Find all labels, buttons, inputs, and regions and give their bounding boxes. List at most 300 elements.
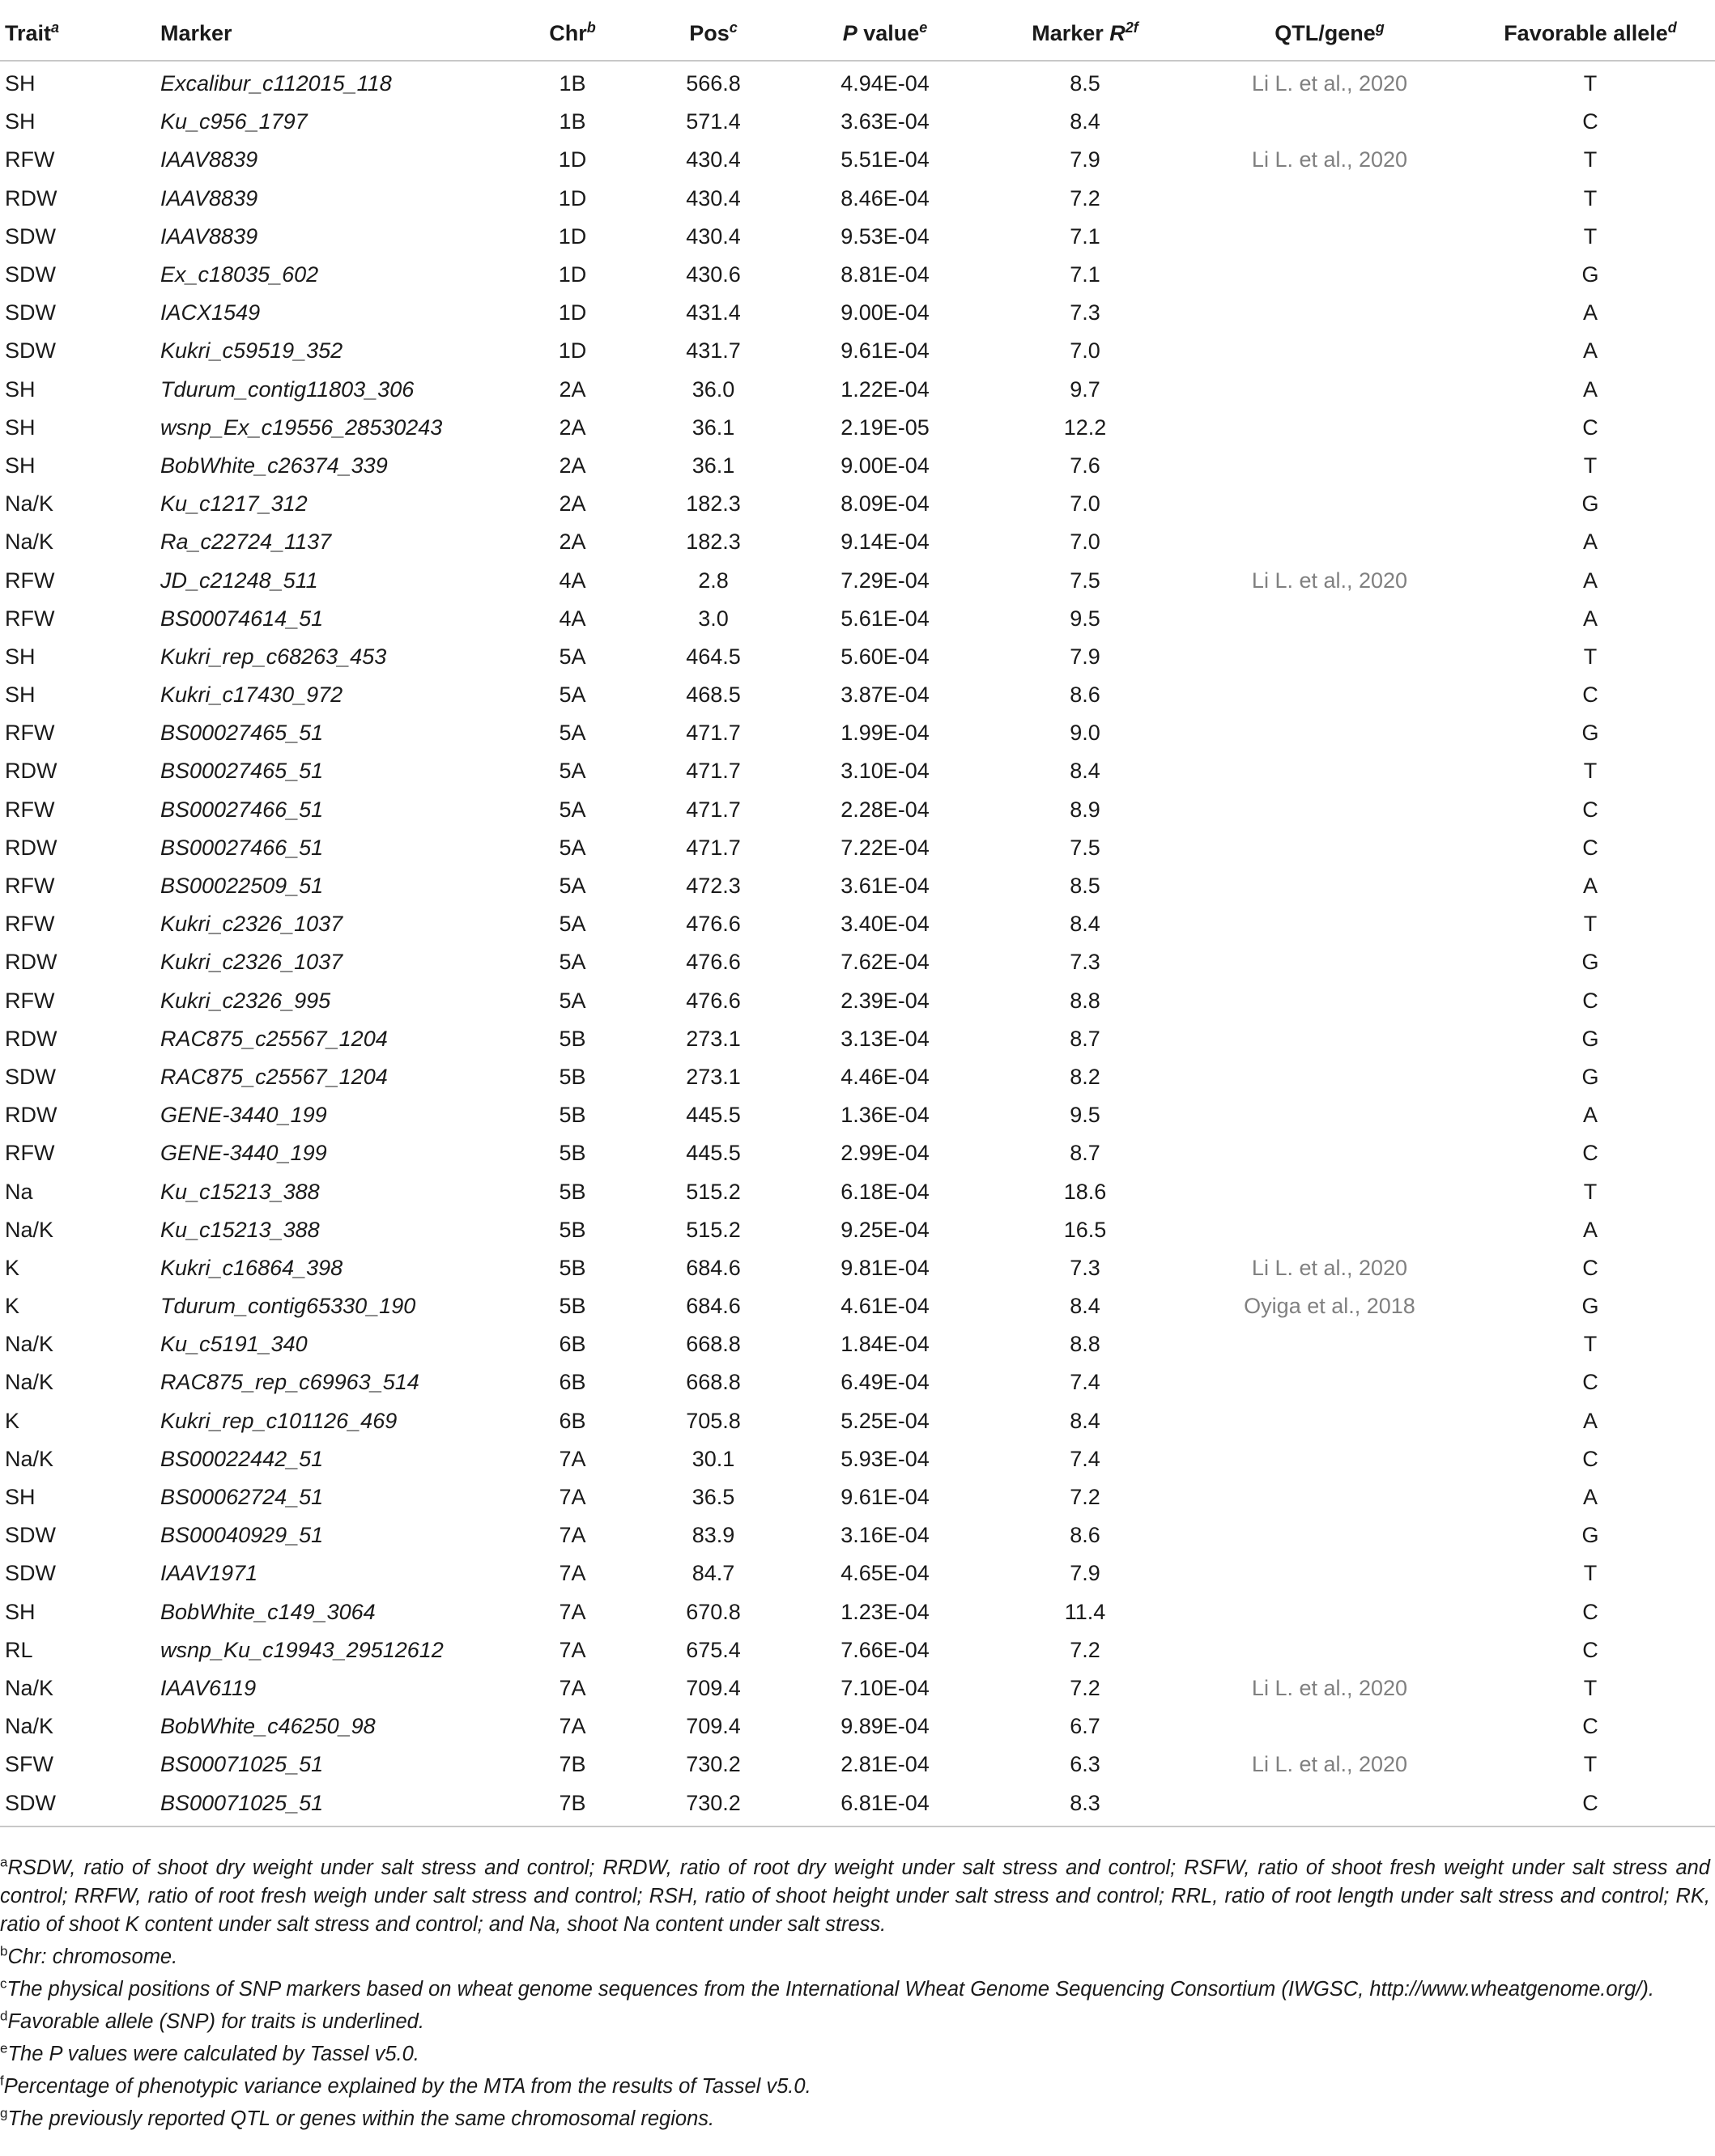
cell-qtl-gene	[1194, 1554, 1466, 1593]
cell-pos: 709.4	[686, 1675, 741, 1700]
cell-qtl-gene	[1194, 867, 1466, 905]
cell-marker-r2: 7.2	[1070, 1637, 1100, 1662]
cell-qtl-gene	[1194, 1593, 1466, 1631]
table-row	[0, 752, 1715, 790]
cell-marker-r2: 7.9	[1070, 147, 1100, 172]
table-row	[0, 1211, 1715, 1249]
table-row	[0, 485, 1715, 523]
cell-pos: 471.7	[686, 797, 741, 822]
cell-pos: 471.7	[686, 835, 741, 860]
cell-marker: Kukri_c16864_398	[160, 1255, 343, 1280]
cell-trait: SH	[5, 71, 36, 96]
cell-marker-r2: 9.7	[1070, 376, 1100, 402]
cell-qtl-gene	[1194, 1363, 1466, 1401]
cell-pos: 36.0	[692, 376, 735, 402]
footnote	[0, 2008, 1710, 2036]
cell-pos: 36.5	[692, 1485, 735, 1510]
table-row	[0, 1363, 1715, 1401]
cell-marker: BS00027466_51	[160, 797, 324, 822]
cell-chr: 5A	[559, 874, 586, 899]
cell-marker: Tdurum_contig11803_306	[160, 376, 415, 402]
cell-marker-r2: 8.6	[1070, 683, 1100, 708]
cell-trait: K	[5, 1408, 20, 1433]
header-chr: Chr$^b$	[512, 6, 633, 61]
cell-marker: Kukri_rep_c68263_453	[160, 644, 387, 669]
cell-trait: RDW	[5, 185, 57, 210]
footnote-marker: g	[0, 2105, 8, 2121]
cell-trait: SDW	[5, 1064, 56, 1089]
cell-marker: RAC875_c25567_1204	[160, 1064, 388, 1089]
table-row	[0, 905, 1715, 943]
cell-qtl-gene	[1194, 905, 1466, 943]
cell-favorable-allele: C	[1582, 1141, 1598, 1166]
cell-trait: RFW	[5, 568, 55, 593]
cell-p-value: 4.94E-04	[840, 71, 930, 96]
cell-pos: 182.3	[686, 529, 741, 555]
cell-p-value: 3.16E-04	[840, 1523, 930, 1548]
footnote-marker: d	[0, 2008, 8, 2024]
cell-p-value: 4.46E-04	[840, 1064, 930, 1089]
cell-pos: 571.4	[686, 109, 741, 134]
cell-pos: 668.8	[686, 1332, 741, 1357]
cell-qtl-gene	[1194, 943, 1466, 981]
cell-p-value: 7.22E-04	[840, 835, 930, 860]
cell-chr: 1D	[558, 338, 587, 364]
cell-chr: 5A	[559, 912, 586, 937]
cell-p-value: 9.00E-04	[840, 300, 930, 325]
footnote	[0, 2040, 1710, 2069]
cell-chr: 1D	[558, 262, 587, 287]
cell-trait: Na/K	[5, 1675, 54, 1700]
cell-chr: 5A	[559, 644, 586, 669]
cell-qtl-gene	[1194, 1707, 1466, 1746]
table-row	[0, 1516, 1715, 1554]
cell-marker-r2: 7.5	[1070, 835, 1100, 860]
cell-qtl-gene	[1194, 409, 1466, 447]
cell-marker: RAC875_rep_c69963_514	[160, 1370, 419, 1395]
cell-marker-r2: 8.4	[1070, 1408, 1100, 1433]
cell-marker: IACX1549	[160, 300, 261, 325]
cell-chr: 5B	[559, 1064, 586, 1089]
table-row	[0, 1249, 1715, 1287]
cell-qtl-gene	[1194, 1058, 1466, 1096]
cell-p-value: 9.00E-04	[840, 453, 930, 478]
cell-trait: Na/K	[5, 1370, 54, 1395]
cell-trait: RFW	[5, 874, 55, 899]
header-row	[0, 6, 1715, 61]
cell-p-value: 3.63E-04	[840, 109, 930, 134]
cell-favorable-allele: T	[1583, 1675, 1598, 1700]
table-row	[0, 1707, 1715, 1746]
cell-p-value: 7.29E-04	[840, 568, 930, 593]
cell-marker-r2: 7.0	[1070, 529, 1100, 555]
cell-chr: 5B	[559, 1103, 586, 1128]
cell-marker: GENE-3440_199	[160, 1141, 327, 1166]
cell-marker-r2: 8.4	[1070, 912, 1100, 937]
cell-favorable-allele: G	[1581, 1026, 1599, 1051]
cell-p-value: 2.39E-04	[840, 988, 930, 1013]
cell-chr: 2A	[559, 376, 586, 402]
cell-marker-r2: 7.4	[1070, 1370, 1100, 1395]
cell-marker: Ku_c956_1797	[160, 109, 308, 134]
header-marker: Marker	[155, 6, 512, 61]
cell-marker-r2: 7.2	[1070, 1485, 1100, 1510]
cell-chr: 5B	[559, 1217, 586, 1242]
header-qtl-gene: QTL/gene$^g$	[1194, 6, 1466, 61]
cell-pos: 670.8	[686, 1599, 741, 1624]
table-row	[0, 218, 1715, 256]
table-row	[0, 141, 1715, 179]
cell-pos: 709.4	[686, 1714, 741, 1739]
table-row	[0, 1746, 1715, 1784]
cell-chr: 7A	[559, 1485, 586, 1510]
cell-favorable-allele: G	[1581, 1064, 1599, 1089]
cell-qtl-gene	[1194, 1516, 1466, 1554]
cell-trait: SH	[5, 109, 36, 134]
cell-p-value: 3.10E-04	[840, 759, 930, 784]
cell-p-value: 6.81E-04	[794, 1784, 977, 1826]
cell-chr: 5B	[559, 1026, 586, 1051]
cell-marker-r2: 8.5	[1070, 71, 1100, 96]
cell-marker: wsnp_Ku_c19943_29512612	[160, 1637, 444, 1662]
footnote	[0, 2105, 1710, 2133]
cell-favorable-allele: T	[1583, 185, 1598, 210]
cell-marker: JD_c21248_511	[160, 568, 318, 593]
cell-p-value: 9.89E-04	[840, 1714, 930, 1739]
footnote-text: Percentage of phenotypic variance explained by the MTA from the results of Tassel v5.0.	[3, 2075, 811, 2098]
cell-qtl-gene	[1194, 1440, 1466, 1478]
table-row	[0, 103, 1715, 141]
cell-qtl-gene	[1194, 1784, 1466, 1826]
cell-pos: 36.1	[692, 453, 735, 478]
cell-p-value: 3.40E-04	[840, 912, 930, 937]
cell-trait: Na/K	[5, 1332, 54, 1357]
cell-pos: 2.8	[698, 568, 729, 593]
footnote-text: The P values were calculated by Tassel v5.0.	[7, 2043, 419, 2065]
cell-p-value: 5.25E-04	[840, 1408, 930, 1433]
cell-marker: BS00027466_51	[160, 835, 324, 860]
cell-favorable-allele: A	[1582, 1217, 1598, 1242]
cell-chr: 5A	[559, 759, 586, 784]
cell-qtl-gene	[1194, 1211, 1466, 1249]
cell-trait: SH	[5, 376, 36, 402]
footnotes	[0, 1854, 1710, 2137]
cell-marker: BobWhite_c46250_98	[160, 1714, 376, 1739]
cell-p-value: 2.19E-05	[840, 415, 930, 440]
table-row	[0, 1478, 1715, 1516]
cell-marker-r2: 8.2	[1070, 1064, 1100, 1089]
table-row	[0, 1440, 1715, 1478]
cell-trait: RDW	[5, 1026, 57, 1051]
cell-chr: 4A	[559, 568, 586, 593]
cell-chr: 5A	[559, 721, 586, 746]
footnote-text: The previously reported QTL or genes within the same chromosomal regions.	[7, 2107, 715, 2130]
cell-p-value: 8.09E-04	[840, 491, 930, 517]
cell-marker: Excalibur_c112015_118	[160, 71, 392, 96]
cell-marker: IAAV8839	[160, 147, 258, 172]
cell-favorable-allele: A	[1582, 529, 1598, 555]
cell-marker-r2: 7.9	[1070, 644, 1100, 669]
cell-chr: 6B	[559, 1370, 586, 1395]
cell-marker-r2: 8.7	[1070, 1141, 1100, 1166]
cell-favorable-allele: A	[1582, 300, 1598, 325]
cell-marker-r2: 11.4	[1064, 1599, 1106, 1624]
cell-pos: 84.7	[692, 1561, 735, 1586]
cell-marker-r2: 8.4	[1070, 109, 1100, 134]
cell-marker: BS00071025_51	[155, 1784, 512, 1826]
table-row	[0, 61, 1715, 103]
table-row	[0, 1287, 1715, 1325]
cell-p-value: 5.93E-04	[840, 1446, 930, 1471]
cell-marker-r2: 8.8	[1070, 1332, 1100, 1357]
results-table	[0, 6, 1715, 1827]
header-pos: Pos$^c$	[633, 6, 794, 61]
cell-marker-r2: 9.5	[1070, 1103, 1100, 1128]
cell-trait: SDW	[5, 262, 56, 287]
cell-favorable-allele: C	[1582, 1714, 1598, 1739]
cell-favorable-allele: T	[1583, 1179, 1598, 1204]
cell-favorable-allele: T	[1583, 1332, 1598, 1357]
cell-qtl-gene	[1194, 829, 1466, 867]
cell-pos: 430.4	[686, 147, 741, 172]
cell-qtl-gene	[1194, 180, 1466, 218]
cell-marker-r2: 16.5	[1063, 1217, 1107, 1242]
cell-marker-r2: 8.8	[1070, 988, 1100, 1013]
cell-pos: 471.7	[686, 759, 741, 784]
table-row	[0, 1325, 1715, 1363]
table-row	[0, 829, 1715, 867]
header-favorable-allele: Favorable allele$^d$	[1466, 6, 1715, 61]
cell-qtl-gene	[1194, 294, 1466, 332]
cell-favorable-allele: G	[1581, 1294, 1599, 1319]
cell-pos: 273.1	[686, 1026, 741, 1051]
cell-pos: 730.2	[686, 1752, 741, 1777]
cell-marker-r2: 8.4	[1070, 759, 1100, 784]
cell-pos: 182.3	[686, 491, 741, 517]
cell-trait: RFW	[5, 721, 55, 746]
cell-pos: 430.4	[686, 185, 741, 210]
cell-favorable-allele: G	[1581, 950, 1599, 975]
cell-marker-r2: 7.2	[1070, 1675, 1100, 1700]
cell-qtl-gene: Li L. et al., 2020	[1251, 71, 1408, 96]
cell-pos: 684.6	[686, 1294, 741, 1319]
cell-chr: 5A	[559, 950, 586, 975]
cell-p-value: 5.51E-04	[840, 147, 930, 172]
cell-trait: RFW	[5, 988, 55, 1013]
cell-chr: 2A	[559, 529, 586, 555]
cell-chr: 5A	[559, 835, 586, 860]
cell-marker: Kukri_c2326_1037	[160, 950, 343, 975]
cell-trait: SH	[5, 683, 36, 708]
cell-favorable-allele: C	[1582, 797, 1598, 822]
cell-marker-r2: 9.0	[1070, 721, 1100, 746]
table-row	[0, 1172, 1715, 1210]
cell-favorable-allele: T	[1583, 453, 1598, 478]
cell-pos: 430.6	[686, 262, 741, 287]
cell-qtl-gene	[1194, 1325, 1466, 1363]
cell-pos: 464.5	[686, 644, 741, 669]
table-row	[0, 1631, 1715, 1669]
cell-chr: 1D	[558, 300, 587, 325]
cell-p-value: 9.61E-04	[840, 338, 930, 364]
cell-qtl-gene	[1194, 332, 1466, 370]
table-row	[0, 294, 1715, 332]
cell-chr: 1D	[558, 223, 587, 249]
cell-marker-r2: 8.9	[1070, 797, 1100, 822]
table-row	[0, 676, 1715, 714]
table-row	[0, 638, 1715, 676]
cell-pos: 730.2	[633, 1784, 794, 1826]
cell-pos: 36.1	[692, 415, 735, 440]
cell-p-value: 7.62E-04	[840, 950, 930, 975]
cell-marker: wsnp_Ex_c19556_28530243	[160, 415, 443, 440]
cell-p-value: 9.14E-04	[840, 529, 930, 555]
cell-chr: 2A	[559, 491, 586, 517]
cell-trait: Na/K	[5, 1714, 54, 1739]
cell-trait: SDW	[5, 338, 56, 364]
cell-favorable-allele: T	[1583, 147, 1598, 172]
cell-marker: Ku_c15213_388	[160, 1179, 320, 1204]
cell-trait: SDW	[5, 300, 56, 325]
footnote-marker: e	[0, 2040, 8, 2056]
cell-trait: RFW	[5, 606, 55, 631]
cell-qtl-gene	[1194, 676, 1466, 714]
table-row	[0, 409, 1715, 447]
cell-chr: 1D	[558, 147, 587, 172]
cell-p-value: 6.18E-04	[840, 1179, 930, 1204]
cell-pos: 476.6	[686, 988, 741, 1013]
footnote	[0, 2073, 1710, 2101]
cell-pos: 515.2	[686, 1217, 741, 1242]
cell-marker: BS00022442_51	[160, 1446, 324, 1471]
cell-marker-r2: 8.4	[1070, 1294, 1100, 1319]
cell-marker-r2: 8.5	[1070, 874, 1100, 899]
cell-chr: 7A	[559, 1523, 586, 1548]
cell-marker-r2: 7.1	[1070, 223, 1100, 249]
cell-chr: 5A	[559, 797, 586, 822]
cell-marker: GENE-3440_199	[160, 1103, 327, 1128]
cell-marker: BS00027465_51	[160, 721, 324, 746]
cell-p-value: 8.46E-04	[840, 185, 930, 210]
cell-marker: Kukri_rep_c101126_469	[160, 1408, 398, 1433]
cell-marker: Ku_c15213_388	[160, 1217, 320, 1242]
header-pvalue: P value$^e$	[794, 6, 977, 61]
footnote-text: Favorable allele (SNP) for traits is underlined.	[7, 2010, 424, 2033]
cell-marker: BS00040929_51	[160, 1523, 324, 1548]
cell-marker-r2: 8.3	[977, 1784, 1194, 1826]
cell-p-value: 1.84E-04	[840, 1332, 930, 1357]
footnote	[0, 1943, 1710, 1971]
table-row	[0, 982, 1715, 1020]
table-row	[0, 561, 1715, 599]
cell-trait: SH	[5, 1599, 36, 1624]
cell-trait: RDW	[5, 1103, 57, 1128]
cell-favorable-allele: C	[1582, 683, 1598, 708]
cell-marker: IAAV1971	[160, 1561, 258, 1586]
cell-marker: BobWhite_c26374_339	[160, 453, 388, 478]
cell-p-value: 1.36E-04	[840, 1103, 930, 1128]
cell-chr: 5B	[559, 1255, 586, 1280]
table-row	[0, 523, 1715, 561]
cell-favorable-allele: C	[1582, 1599, 1598, 1624]
cell-marker: Kukri_c2326_1037	[160, 912, 343, 937]
cell-favorable-allele: G	[1581, 1523, 1599, 1548]
cell-favorable-allele: T	[1583, 1752, 1598, 1777]
cell-favorable-allele: C	[1582, 415, 1598, 440]
cell-chr: 5A	[559, 988, 586, 1013]
table-row	[0, 1020, 1715, 1058]
cell-qtl-gene	[1194, 1478, 1466, 1516]
cell-chr: 7A	[559, 1599, 586, 1624]
cell-marker: BS00062724_51	[160, 1485, 324, 1510]
footnote	[0, 1975, 1710, 2004]
cell-favorable-allele: G	[1581, 262, 1599, 287]
cell-pos: 515.2	[686, 1179, 741, 1204]
cell-pos: 445.5	[686, 1103, 741, 1128]
table-row	[0, 1784, 1715, 1826]
cell-trait: Na/K	[5, 491, 54, 517]
footnote-text: Chr: chromosome.	[7, 1946, 178, 1968]
cell-marker-r2: 7.5	[1070, 568, 1100, 593]
cell-p-value: 9.61E-04	[840, 1485, 930, 1510]
cell-p-value: 9.81E-04	[840, 1255, 930, 1280]
cell-trait: SH	[5, 415, 36, 440]
cell-marker: Ex_c18035_602	[160, 262, 319, 287]
cell-marker: BS00071025_51	[160, 1752, 324, 1777]
cell-pos: 476.6	[686, 912, 741, 937]
cell-marker-r2: 7.4	[1070, 1446, 1100, 1471]
cell-favorable-allele: T	[1583, 912, 1598, 937]
table-row	[0, 714, 1715, 752]
cell-favorable-allele: A	[1582, 1408, 1598, 1433]
footnote-text: RSDW, ratio of shoot dry weight under salt stress and control; RRDW, ratio of root dry weight under salt stress and control; RSFW, ratio of shoot fresh weight under salt stress and control; RRFW, ratio of root fresh weigh under salt stress and control; RSH, ratio of shoot height under salt stress and control; RRL, ratio of root length under salt stress and control; RK, ratio of shoot K content under salt stress and control; and Na, shoot Na content under salt stress.	[0, 1856, 1710, 1936]
cell-qtl-gene	[1194, 256, 1466, 294]
cell-trait: Na	[5, 1179, 33, 1204]
cell-chr: 5B	[559, 1141, 586, 1166]
footnote-marker: a	[0, 1854, 8, 1870]
cell-p-value: 1.22E-04	[840, 376, 930, 402]
cell-marker-r2: 8.6	[1070, 1523, 1100, 1548]
cell-pos: 3.0	[698, 606, 729, 631]
cell-p-value: 2.28E-04	[840, 797, 930, 822]
cell-trait: RFW	[5, 1141, 55, 1166]
cell-favorable-allele: G	[1581, 721, 1599, 746]
cell-favorable-allele: A	[1582, 338, 1598, 364]
footnote-marker: f	[0, 2073, 4, 2089]
cell-p-value: 8.81E-04	[840, 262, 930, 287]
cell-marker-r2: 12.2	[1063, 415, 1107, 440]
cell-chr: 6B	[559, 1408, 586, 1433]
cell-chr: 5A	[559, 683, 586, 708]
cell-qtl-gene	[1194, 1134, 1466, 1172]
cell-marker: Ra_c22724_1137	[160, 529, 332, 555]
cell-trait: RL	[5, 1637, 33, 1662]
cell-pos: 30.1	[692, 1446, 735, 1471]
cell-p-value: 3.87E-04	[840, 683, 930, 708]
cell-favorable-allele: T	[1583, 71, 1598, 96]
cell-qtl-gene	[1194, 1096, 1466, 1134]
cell-chr: 7B	[559, 1752, 586, 1777]
cell-p-value: 1.23E-04	[840, 1599, 930, 1624]
table-row	[0, 791, 1715, 829]
table-row	[0, 1134, 1715, 1172]
cell-marker-r2: 7.0	[1070, 491, 1100, 517]
cell-trait: K	[5, 1294, 20, 1319]
cell-trait: SFW	[5, 1752, 53, 1777]
cell-trait: SH	[5, 453, 36, 478]
cell-favorable-allele: T	[1583, 759, 1598, 784]
cell-p-value: 2.81E-04	[840, 1752, 930, 1777]
